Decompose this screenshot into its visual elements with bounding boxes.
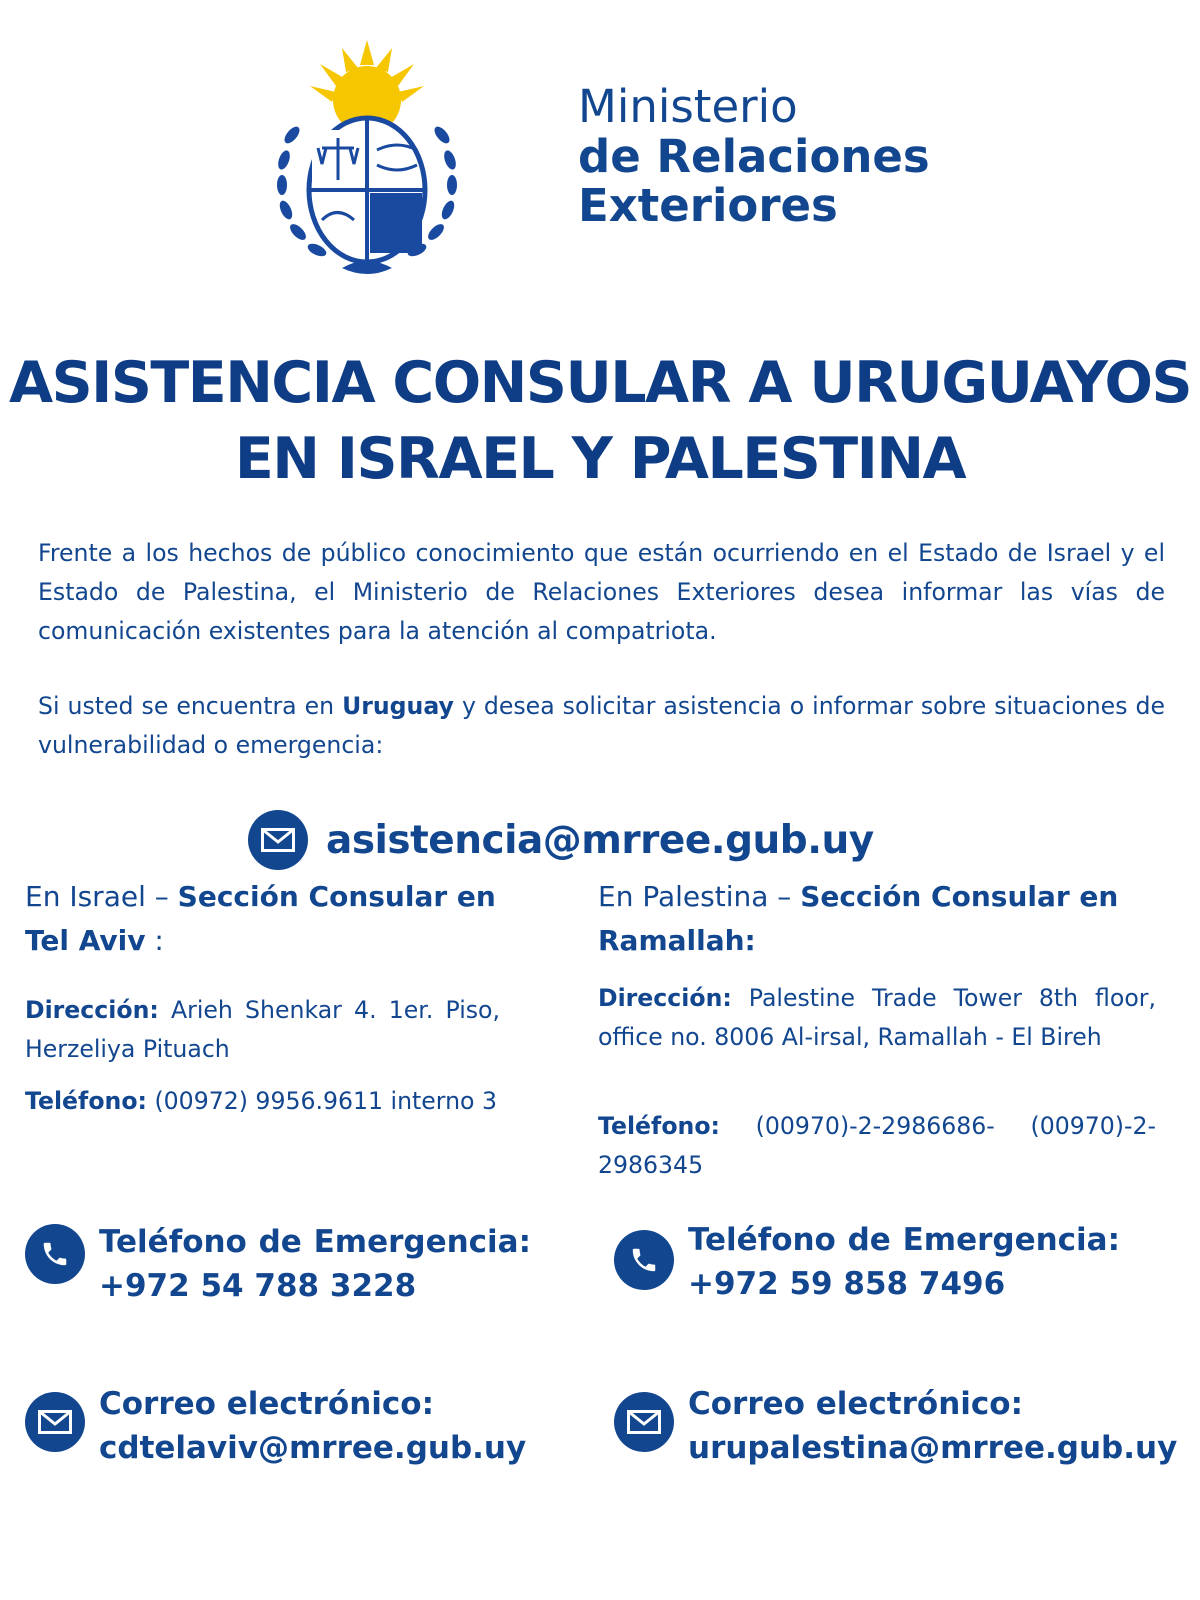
page-title — [0, 345, 1200, 497]
israel-emergency-label: Teléfono de Emergencia: — [99, 1224, 531, 1260]
envelope-icon — [614, 1392, 674, 1452]
phone-icon — [25, 1224, 85, 1284]
israel-heading-normal: En Israel – — [25, 880, 178, 913]
palestine-emergency-label: Teléfono de Emergencia: — [688, 1222, 1120, 1258]
palestine-address-label: Dirección: — [598, 984, 732, 1012]
phone-icon — [614, 1230, 674, 1290]
uruguay-coat-of-arms-icon — [262, 40, 472, 285]
israel-heading-suffix: : — [145, 924, 164, 957]
israel-email-label: Correo electrónico: — [99, 1386, 434, 1422]
intro-paragraph: Frente a los hechos de público conocimiento que están ocurriendo en el Estado de Israel y el Estado de Palestina, el Ministerio de Relaciones Exteriores desea informar las vías de comunicación existentes para la atención al compatriota. — [38, 539, 1165, 645]
palestine-emergency-number[interactable]: +972 59 858 7496 — [688, 1266, 1006, 1302]
palestine-address — [598, 979, 1156, 1057]
ministry-line-3: Exteriores — [578, 179, 838, 232]
ministry-line-1: Ministerio — [578, 80, 798, 133]
uruguay-paragraph — [38, 687, 1165, 765]
israel-heading-bold: Sección Consular en Tel Aviv — [25, 880, 496, 957]
palestine-phone-value: (00970)-2-2986686- (00970)-2-2986345 — [598, 1112, 1156, 1179]
palestine-heading — [598, 875, 1163, 963]
israel-address — [25, 991, 500, 1069]
palestine-phone — [598, 1107, 1156, 1185]
main-email-row — [248, 808, 874, 872]
israel-phone — [25, 1082, 500, 1121]
palestine-heading-normal: En Palestina – — [598, 880, 801, 913]
israel-email-link[interactable]: cdtelaviv@mrree.gub.uy — [99, 1430, 527, 1466]
envelope-icon — [25, 1392, 85, 1452]
israel-emergency — [25, 1220, 531, 1308]
palestine-phone-label: Teléfono: — [598, 1112, 720, 1140]
palestine-email-link[interactable]: urupalestina@mrree.gub.uy — [688, 1430, 1178, 1466]
ministry-line-2: de Relaciones — [578, 129, 930, 183]
israel-heading — [25, 875, 545, 963]
israel-emergency-number[interactable]: +972 54 788 3228 — [99, 1268, 417, 1304]
uruguay-post: y desea solicitar asistencia o informar sobre situaciones de vulnerabilidad o emergencia: — [38, 692, 1165, 759]
israel-email — [25, 1382, 526, 1470]
palestine-heading-bold: Sección Consular en Ramallah: — [598, 880, 1119, 957]
palestine-emergency — [614, 1218, 1120, 1306]
title-line-1: ASISTENCIA CONSULAR A URUGUAYOS — [8, 350, 1192, 416]
ministry-name — [578, 82, 930, 231]
palestine-address-value: Palestine Trade Tower 8th floor, office no. 8006 Al-irsal, Ramallah - El Bireh — [598, 984, 1156, 1051]
palestine-email — [614, 1382, 1177, 1470]
israel-phone-label: Teléfono: — [25, 1087, 147, 1115]
israel-address-label: Dirección: — [25, 996, 159, 1024]
main-email-link[interactable]: asistencia@mrree.gub.uy — [326, 817, 874, 863]
palestine-email-label: Correo electrónico: — [688, 1386, 1023, 1422]
israel-address-value: Arieh Shenkar 4. 1er. Piso, Herzeliya Pituach — [25, 996, 500, 1063]
uruguay-pre: Si usted se encuentra en — [38, 692, 343, 720]
israel-phone-value: (00972) 9956.9611 interno 3 — [146, 1087, 497, 1115]
title-line-2: EN ISRAEL Y PALESTINA — [234, 426, 966, 492]
uruguay-bold: Uruguay — [342, 692, 454, 720]
envelope-icon — [248, 810, 308, 870]
